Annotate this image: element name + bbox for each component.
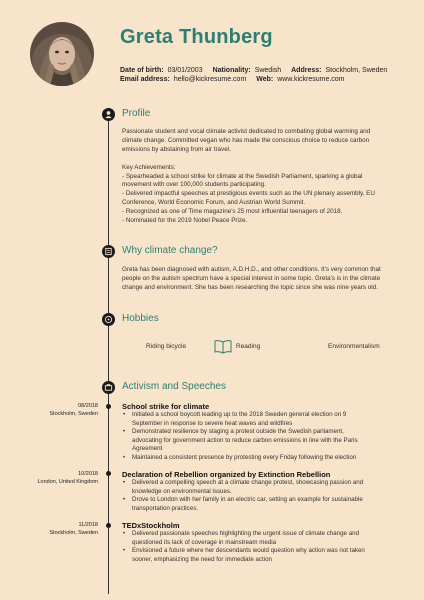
list-item-continuation: knowledge on environmental issues. xyxy=(132,487,232,495)
nationality-value: Swedish xyxy=(254,67,282,74)
profile-line: emissions by abstaining from air travel. xyxy=(122,145,231,153)
entry-place: Stockholm, Sweden xyxy=(49,530,98,536)
list-item-continuation: transportation practices. xyxy=(132,504,199,512)
entry-title: TEDxStockholm xyxy=(122,521,180,530)
why-line: change and environment. She has been researching the topic since she was nine years old. xyxy=(122,283,378,291)
personal-info-row-2 xyxy=(120,76,353,83)
achievement-line: Conference, World Economic Forum, and Austrian World Summit. xyxy=(122,199,306,207)
hobby-riding-bicycle: Riding bicycle xyxy=(146,343,187,350)
timeline-dot xyxy=(106,404,111,409)
achievements-label: Key Achievements: xyxy=(122,163,176,171)
list-item-continuation: advocating for government action to reduce carbon emissions in line with the Paris xyxy=(132,436,358,444)
entry-bullets xyxy=(122,530,382,564)
entry-date: 11/2018 xyxy=(78,522,98,528)
entry-bullets xyxy=(122,479,382,513)
entry-title: Declaration of Rebellion organized by Extinction Rebellion xyxy=(122,470,331,479)
why-line: people on the autism spectrum have a special interest in some topic. Greta's is in the climate xyxy=(122,274,381,282)
why-line: Greta has been diagnosed with autism, A.D.H.D., and other conditions. It's very common that xyxy=(122,266,381,273)
entry-title: School strike for climate xyxy=(122,402,210,411)
person-icon xyxy=(102,108,115,121)
book-icon xyxy=(214,338,232,355)
list-item: • Envisioned a future where her descendants would question why action was not taken xyxy=(122,547,382,556)
profile-photo xyxy=(30,22,94,86)
list-item: • Delivered passionate speeches highlighting the urgent issue of climate change and xyxy=(122,530,382,539)
dob-label: Date of birth: xyxy=(120,67,164,74)
list-item: • Delivered a compelling speech at a climate change protest, showcasing passion and xyxy=(122,479,382,488)
address-value: Stockholm, Sweden xyxy=(325,67,388,74)
list-item: • Drove to London with her family in an electric car, setting an example for sustainable xyxy=(122,496,382,505)
achievement-line: - Nominated for the 2019 Nobel Peace Prize. xyxy=(122,217,248,225)
personal-info-row-1 xyxy=(120,67,395,74)
list-item-continuation: sooner, emphasizing the need for immediate action xyxy=(132,555,272,563)
entry-date: 08/2018 xyxy=(78,403,98,409)
candidate-name: Greta Thunberg xyxy=(120,26,273,48)
profile-section-title: Profile xyxy=(122,108,151,119)
list-item: • Maintained a consistent presence by protesting every Friday following the election xyxy=(122,454,382,463)
achievement-line: - Spearheaded a school strike for climate at the Swedish Parliament, sparking a global xyxy=(122,172,363,180)
web-link[interactable]: www.kickresume.com xyxy=(277,76,345,83)
entry-bullets xyxy=(122,411,382,463)
email-label: Email address: xyxy=(120,76,170,83)
timeline-dot xyxy=(106,471,111,476)
entry-place: Stockholm, Sweden xyxy=(49,411,98,417)
dob-value: 03/01/2003 xyxy=(167,67,203,74)
why-text xyxy=(122,266,380,293)
nationality-label: Nationality: xyxy=(212,67,251,74)
hobby-environmentalism: Environmentalism xyxy=(328,343,380,350)
list-item-continuation: September in response to severe heat waves and wildfires xyxy=(132,419,293,427)
profile-line: climate change. Committed vegan who has made the conscious choice to reduce carbon xyxy=(122,136,370,144)
hobbies-section-title: Hobbies xyxy=(122,313,159,324)
why-section-title: Why climate change? xyxy=(122,245,218,256)
question-icon xyxy=(102,245,115,258)
timeline-dot xyxy=(106,523,111,528)
achievement-line: movement with over 100,000 students participating. xyxy=(122,181,266,189)
email-link[interactable]: hello@kickresume.com xyxy=(173,76,247,83)
activism-section-title: Activism and Speeches xyxy=(122,381,226,392)
timeline-line xyxy=(108,112,109,594)
entry-date: 10/2018 xyxy=(78,471,98,477)
list-item: • Initiated a school boycott leading up to the 2018 Sweden general election on 9 xyxy=(122,411,382,420)
hobby-reading: Reading xyxy=(236,343,261,350)
achievement-line: - Delivered impactful speeches at prestigious events such as the UN plenary assembly, EU xyxy=(122,190,375,198)
web-label: Web: xyxy=(256,76,274,83)
briefcase-icon xyxy=(102,381,115,394)
achievement-line: - Recognized as one of Time magazine's 25 most influential teenagers of 2018. xyxy=(122,208,343,216)
hobbies-icon xyxy=(102,313,115,326)
entry-place: London, United Kingdom xyxy=(37,479,98,485)
address-label: Address: xyxy=(291,67,322,74)
profile-text xyxy=(122,128,380,226)
list-item-continuation: Agreement xyxy=(132,445,163,453)
profile-line: Passionate student and vocal climate activist dedicated to combating global warming and xyxy=(122,128,371,135)
list-item: • Demonstrated resilience by staging a protest outside the Swedish parliament, xyxy=(122,428,382,437)
list-item-continuation: questioned its lack of coverage in mainstream media xyxy=(132,538,277,546)
